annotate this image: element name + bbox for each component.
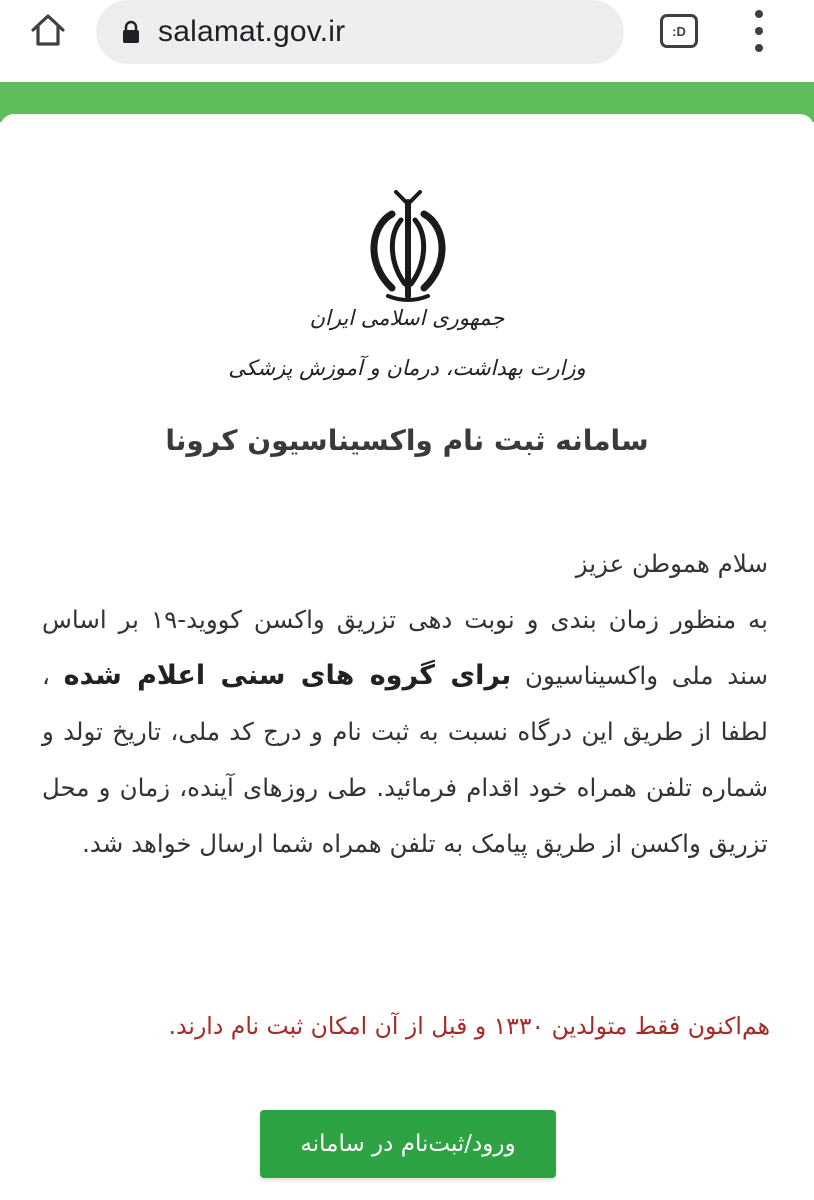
address-bar[interactable] xyxy=(96,0,624,64)
lock-icon xyxy=(122,20,140,44)
more-vert-icon[interactable] xyxy=(744,10,774,52)
intro-text xyxy=(42,536,768,872)
main-card xyxy=(0,114,814,1200)
browser-toolbar xyxy=(0,0,814,82)
logo-text-country: جمهوری اسلامی ایران xyxy=(309,306,505,330)
intro-paragraph-part2: ، لطفا از طریق این درگاه نسبت به ثبت نام و درج کد ملی، تاریخ تولد و شماره تلفن همراه خود اقدام فرمائید. طی روزهای آینده، زمان و محل تزریق واکسن از طریق پیامک به تلفن همراه شما ارسال خواهد شد. xyxy=(42,661,768,858)
tab-switcher-icon[interactable]: :D xyxy=(660,14,698,48)
intro-paragraph-part1: به منظور زمان بندی و نوبت دهی تزریق واکسن کووید-۱۹ بر اساس سند ملی واکسیناسیون xyxy=(42,605,768,690)
page-title: سامانه ثبت نام واکسیناسیون کرونا xyxy=(165,424,649,457)
iran-emblem-icon xyxy=(352,184,464,312)
intro-paragraph-bold: برای گروه های سنی اعلام شده xyxy=(63,660,512,691)
logo-text-ministry: وزارت بهداشت، درمان و آموزش پزشکی xyxy=(228,356,586,380)
greeting-text: سلام هموطن عزیز xyxy=(575,549,768,578)
url-text: salamat.gov.ir xyxy=(158,15,346,48)
eligibility-notice: هم‌اکنون فقط متولدین ۱۳۳۰ و قبل از آن امکان ثبت نام دارند. xyxy=(168,1012,770,1040)
home-icon[interactable] xyxy=(28,10,68,50)
login-register-button[interactable]: ورود/ثبت‌نام در سامانه xyxy=(260,1110,556,1178)
